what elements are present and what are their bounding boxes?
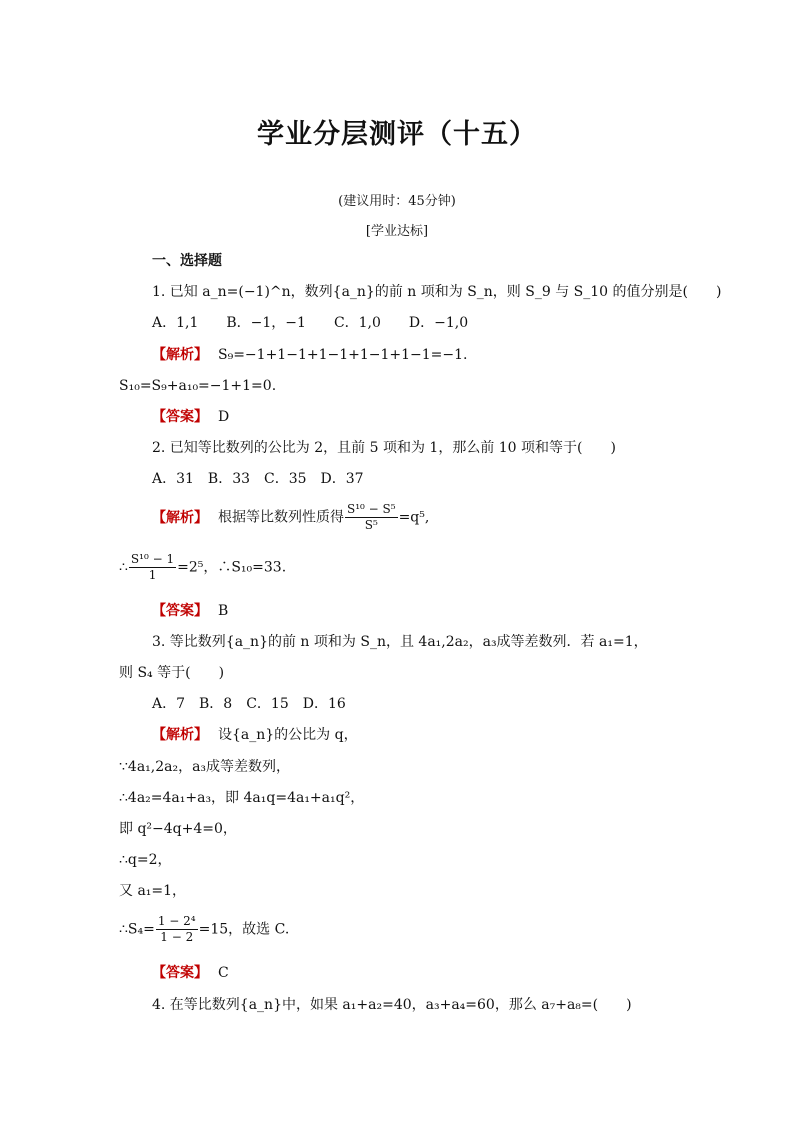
question-1-options: A．1,1 B．−1，−1 C．1,0 D．−1,0 [152,315,469,331]
fraction [156,914,198,945]
solution-tag: 【解析】 [152,509,208,526]
fraction-denominator: 1 [148,568,157,582]
question-3-solution-fraction-line [119,914,289,945]
fraction-denominator: S⁵ [364,518,378,532]
question-1-stem: 1. 已知 a_n=(−1)^n，数列{a_n}的前 n 项和为 S_n，则 S_9 与 S_10 的值分别是( ) [152,284,722,300]
question-3-stem: 3. 等比数列{a_n}的前 n 项和为 S_n，且 4a₁,2a₂，a₃成等差数列．若 a₁=1， [152,634,648,650]
section-heading: 一、选择题 [152,253,222,269]
fraction [129,552,176,583]
fraction-numerator: 1 − 2⁴ [157,914,196,928]
question-2-solution-line-2 [119,552,286,583]
question-2-stem: 2. 已知等比数列的公比为 2，且前 5 项和为 1，那么前 10 项和等于( ) [152,440,616,456]
therefore-symbol: ∴ [119,559,128,576]
solution-line: 设{a_n}的公比为 q， [218,727,358,743]
fraction-numerator: S¹⁰ − 1 [130,552,175,566]
question-1-answer [152,407,229,427]
answer-tag: 【答案】 [152,965,208,981]
solution-tag: 【解析】 [152,727,208,743]
question-3-solution-line: ∴4a₂=4a₁+a₃，即 4a₁q=4a₁+a₁q²， [119,790,365,806]
level-tag: [学业达标] [365,224,429,239]
question-3-solution-line: ∴q=2， [119,852,172,868]
question-3-options: A．7 B．8 C．15 D．16 [152,696,346,712]
question-4-stem: 4. 在等比数列{a_n}中，如果 a₁+a₂=40，a₃+a₄=60，那么 a₇+a₈=( ) [152,997,632,1013]
answer-value: C [218,965,229,981]
answer-value: B [218,603,229,619]
answer-tag: 【答案】 [152,409,208,425]
solution-text-tail: =2⁵，∴S₁₀=33. [177,559,287,576]
solution-text-tail: =q⁵, [398,509,430,526]
question-3-stem-line-2: 则 S₄ 等于( ) [119,665,225,681]
question-3-answer [152,963,229,983]
answer-tag: 【答案】 [152,603,208,619]
question-3-solution-line: 又 a₁=1， [119,883,187,899]
question-1-solution-line-2: S₁₀=S₉+a₁₀=−1+1=0. [119,378,277,394]
question-2-solution [152,502,429,533]
solution-text-tail: =15，故选 C. [198,921,290,938]
fraction-numerator: S¹⁰ − S⁵ [347,502,396,516]
question-1-solution [152,345,468,365]
fraction [345,502,398,533]
question-3-solution-line: 即 q²−4q+4=0， [119,821,237,837]
question-3-solution [152,725,358,745]
fraction-denominator: 1 − 2 [160,930,194,944]
answer-value: D [218,409,230,425]
time-note: (建议用时：45分钟) [338,194,456,209]
solution-tag: 【解析】 [152,347,208,363]
question-3-solution-line: ∵4a₁,2a₂，a₃成等差数列， [119,759,291,775]
solution-line: S₉=−1+1−1+1−1+1−1+1−1=−1. [218,347,468,363]
question-2-options: A．31 B．33 C．35 D．37 [152,471,364,487]
page-title: 学业分层测评（十五） [257,119,537,150]
solution-text: ∴S₄= [119,921,155,938]
solution-text: 根据等比数列性质得 [218,509,344,526]
question-2-answer [152,601,228,621]
